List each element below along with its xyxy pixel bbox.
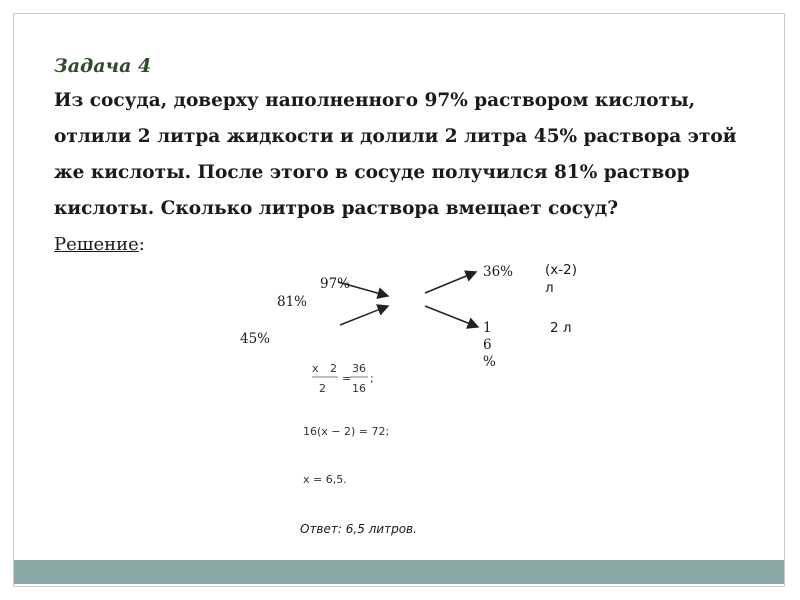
label-16-percent-digit2: 6 [483,337,492,353]
formula-2: 16(x − 2) = 72; [303,425,390,438]
problem-line-2: отлили 2 литра жидкости и долили 2 литра 45% раствора этой [54,126,737,147]
answer-text: Ответ: 6,5 литров. [300,522,417,536]
formula-3: x = 6,5. [303,473,347,486]
label-16-percent-digit1: 1 [483,320,492,336]
footer-bar [14,560,784,584]
label-16-percent-sign: % [483,354,496,370]
task-title: Задача 4 [54,55,152,77]
label-volume-x-unit: л [545,280,554,296]
problem-line-1: Из сосуда, доверху наполненного 97% раствором кислоты, [54,90,696,111]
problem-line-4: кислоты. Сколько литров раствора вмещает сосуд? [54,198,619,219]
label-97-percent: 97% [320,276,351,292]
problem-line-3: же кислоты. После этого в сосуде получился 81% раствор [54,162,690,183]
formula-1-den-right: 16 [352,382,366,395]
label-volume-x-minus-2: (x-2) [545,262,577,278]
formula-1-equals: = [342,372,352,385]
solution-colon: : [138,234,145,255]
formula-1-num-mid: 2 [330,362,337,375]
label-81-percent: 81% [277,294,308,310]
formula-1-num-right: 36 [352,362,366,375]
label-45-percent: 45% [240,331,271,347]
formula-1-semicolon: ; [370,372,374,385]
solution-word: Решение [54,234,139,255]
formula-1-num-left: x [312,362,319,375]
label-volume-2-liters: 2 л [550,320,572,336]
label-36-percent: 36% [483,264,514,280]
formula-1-den-left: 2 [319,382,326,395]
